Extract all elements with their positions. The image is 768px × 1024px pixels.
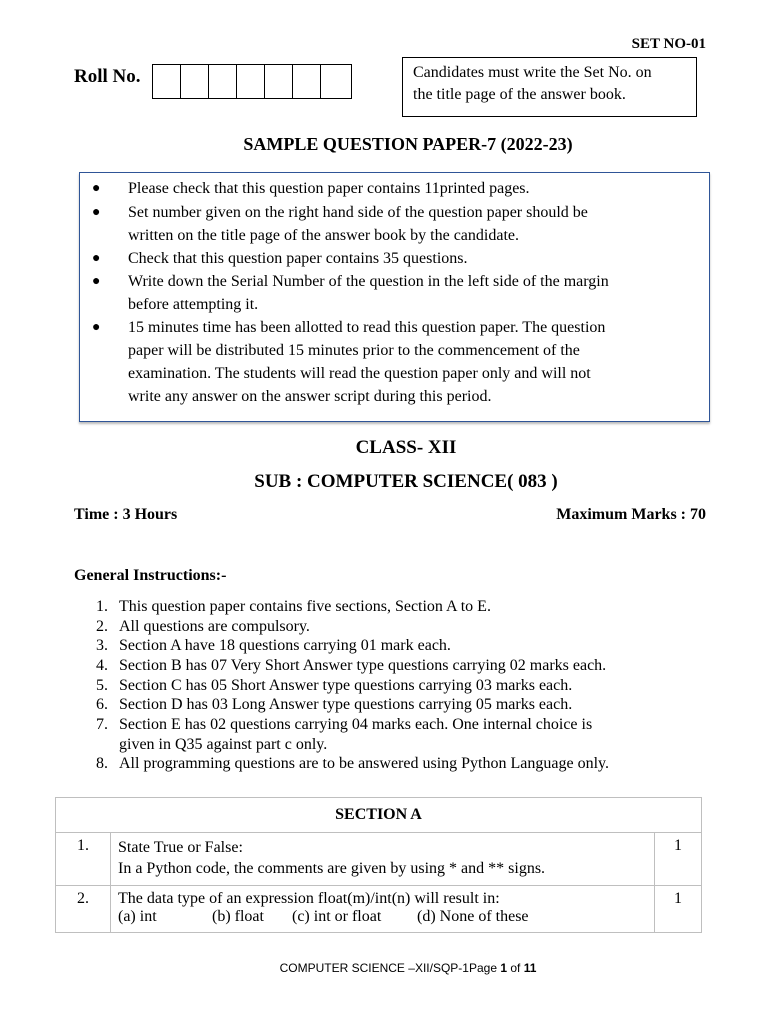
notice-item [92,247,688,270]
instruction-line: Section D has 03 Long Answer type questions carrying 05 marks each. [119,696,573,713]
roll-digit-box [209,65,237,98]
instruction-line: This question paper contains five sections, Section A to E. [119,598,491,615]
notice-item [92,177,688,200]
notice-line: paper will be distributed 15 minutes prior to the commencement of the [128,342,580,359]
roll-digit-box [153,65,181,98]
section-heading: SECTION A [56,798,702,833]
instruction-number: 8. [96,755,108,772]
question-line: The data type of an expression float(m)/int(n) will result in: [118,890,500,907]
instruction-line: given in Q35 against part c only. [119,736,328,753]
question-marks: 1 [655,833,702,886]
question-number: 2. [56,886,111,933]
general-instructions-heading: General Instructions:- [74,567,227,584]
instruction-line: All questions are compulsory. [119,618,310,635]
question-text [111,833,655,886]
instruction-line: Section B has 07 Very Short Answer type questions carrying 02 marks each. [119,657,607,674]
instruction-number: 3. [96,637,108,654]
answer-options [118,908,648,926]
maximum-marks: Maximum Marks : 70 [556,506,706,523]
instruction-number: 7. [96,716,108,733]
candidate-note-box [402,57,697,117]
candidate-note-line: the title page of the answer book. [413,86,626,103]
roll-digit-box [321,65,351,98]
question-line: State True or False: [118,839,243,856]
bullet-icon: ● [92,251,101,266]
instruction-item [96,617,699,637]
bullet-icon: ● [92,205,101,220]
instruction-line: Section E has 02 questions carrying 04 marks each. One internal choice is [119,716,593,733]
question-row [56,886,702,933]
instruction-item [96,715,699,755]
section-header-row [56,798,702,833]
footer-total-pages: 11 [523,961,537,975]
roll-number-boxes [152,64,352,99]
notice-line: Please check that this question paper contains 11printed pages. [128,180,530,197]
instruction-item [96,676,699,696]
notice-line: Set number given on the right hand side of the question paper should be [128,204,588,221]
roll-digit-box [181,65,209,98]
instruction-item [96,656,699,676]
roll-digit-box [237,65,265,98]
question-number: 1. [56,833,111,886]
notice-item [92,316,688,408]
bullet-icon: ● [92,320,101,335]
notice-box [79,172,710,422]
instruction-number: 4. [96,657,108,674]
option-a: (a) int [118,908,157,925]
roll-digit-box [293,65,321,98]
notice-line: Write down the Serial Number of the question in the left side of the margin [128,273,609,290]
notice-item [92,270,688,316]
instruction-item [96,754,699,774]
instruction-number: 2. [96,618,108,635]
question-marks: 1 [655,886,702,933]
instruction-line: All programming questions are to be answered using Python Language only. [119,755,609,772]
footer-of: of [507,961,524,975]
notice-line: Check that this question paper contains 35 questions. [128,250,468,267]
bullet-icon: ● [92,274,101,289]
instruction-number: 5. [96,677,108,694]
option-d: (d) None of these [417,908,529,925]
instruction-line: Section C has 05 Short Answer type questions carrying 03 marks each. [119,677,573,694]
option-c: (c) int or float [292,908,382,925]
page-footer [0,961,768,975]
set-number: SET NO-01 [631,36,706,52]
candidate-note-line: Candidates must write the Set No. on [413,64,652,81]
instruction-number: 6. [96,696,108,713]
notice-line: before attempting it. [128,296,259,313]
footer-page-number: 1 [500,961,508,975]
notice-item [92,201,688,247]
roll-digit-box [265,65,293,98]
notice-line: written on the title page of the answer book by the candidate. [128,227,519,244]
instruction-item [96,695,699,715]
instruction-item [96,597,699,617]
footer-prefix: COMPUTER SCIENCE –XII/SQP-1Page [279,961,501,975]
roll-number-label: Roll No. [74,66,141,87]
notice-line: examination. The students will read the question paper only and will not [128,365,591,382]
instruction-line: Section A have 18 questions carrying 01 mark each. [119,637,451,654]
section-a-table [55,797,702,933]
option-b: (b) float [212,908,264,925]
instruction-number: 1. [96,598,108,615]
question-row [56,833,702,886]
notice-line: 15 minutes time has been allotted to read this question paper. The question [128,319,606,336]
bullet-icon: ● [92,181,101,196]
question-line: In a Python code, the comments are given by using * and ** signs. [118,860,546,877]
question-text [111,886,655,933]
subject-title: SUB : COMPUTER SCIENCE( 083 ) [254,471,558,492]
instruction-item [96,636,699,656]
paper-title: SAMPLE QUESTION PAPER-7 (2022-23) [243,134,573,154]
notice-line: write any answer on the answer script during this period. [128,388,492,405]
time-allowed: Time : 3 Hours [74,506,178,523]
class-title: CLASS- XII [355,437,457,458]
